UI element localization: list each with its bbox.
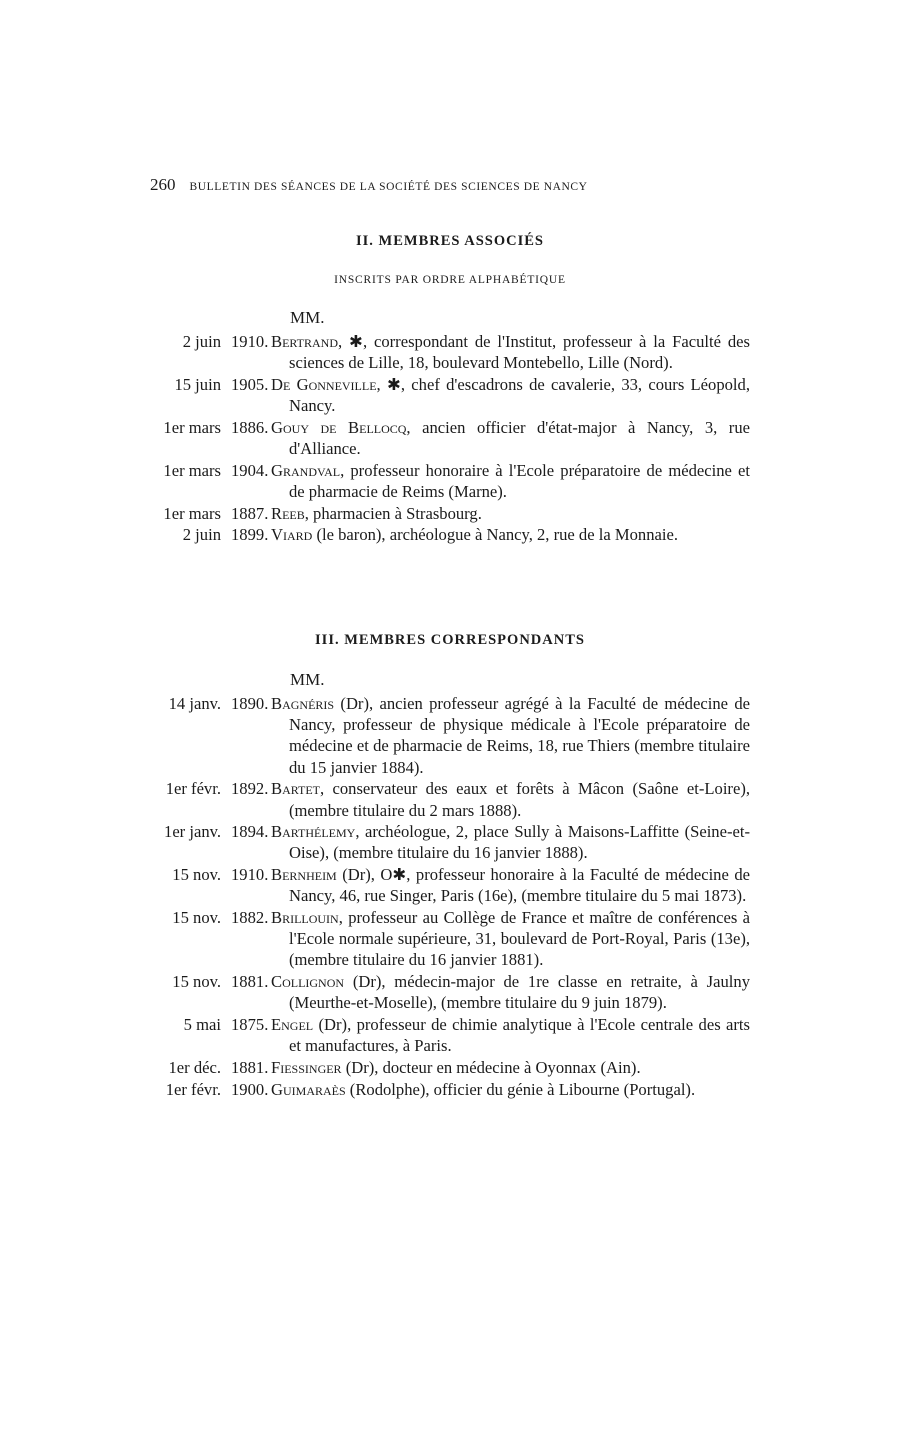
page-number: 260	[150, 175, 176, 194]
entry-year: 1904.	[231, 460, 269, 480]
entry-day-month: 15 nov.	[172, 972, 221, 992]
entry-text	[271, 374, 750, 416]
mm-label-associes: MM.	[290, 308, 325, 327]
entry-text	[271, 1057, 750, 1078]
entry-year: 1881.	[231, 1057, 269, 1077]
entry-date	[150, 374, 271, 416]
entry-year: 1894.	[231, 822, 269, 842]
entry-year: 1910.	[231, 865, 269, 885]
entry-date	[150, 864, 271, 906]
entry-text	[271, 1079, 750, 1100]
member-description: ✱, correspondant de l'Institut, professeur à la Faculté des sciences de Lille, 18, boulevard Montebello, Lille (Nord).	[289, 332, 750, 373]
entry-day-month: 15 nov.	[172, 908, 221, 928]
entry-date	[150, 821, 271, 863]
member-entry	[150, 1014, 750, 1056]
entry-date	[150, 503, 271, 524]
member-description: ancien officier d'état-major à Nancy, 3, rue d'Alliance.	[289, 417, 750, 459]
member-name: Collignon	[271, 972, 345, 992]
entry-date	[150, 971, 271, 1013]
member-description: professeur honoraire à l'Ecole préparatoire de médecine et de pharmacie de Reims (Marne).	[289, 460, 750, 501]
entry-date	[150, 524, 271, 545]
member-entry	[150, 503, 750, 524]
entry-text	[271, 907, 750, 971]
section-title-correspondants: III. MEMBRES CORRESPONDANTS	[315, 632, 585, 648]
member-name: Fiessinger	[271, 1057, 342, 1077]
entry-year: 1875.	[231, 1015, 269, 1035]
member-name: Grandval,	[271, 460, 345, 480]
member-entry	[150, 460, 750, 502]
entry-text	[271, 331, 750, 373]
member-description: archéologue, 2, place Sully à Maisons-Laffitte (Seine-et-Oise), (membre titulaire du 16 janvier 1888).	[289, 822, 750, 863]
entry-date	[150, 778, 271, 820]
member-name: De Gonneville,	[271, 374, 381, 394]
entry-day-month: 2 juin	[182, 525, 221, 545]
member-entry	[150, 331, 750, 373]
member-name: Bartet,	[271, 779, 325, 799]
member-entry	[150, 971, 750, 1013]
entry-year: 1899.	[231, 525, 269, 545]
entry-date	[150, 907, 271, 971]
mm-label-correspondants: MM.	[290, 670, 325, 689]
entry-day-month: 14 janv.	[168, 694, 221, 713]
member-description: (Dr), ancien professeur agrégé à la Faculté de médecine de Nancy, professeur de physique médicale à l'Ecole préparatoire de médecine et de pharmacie de Reims, 18, rue Thiers (membre titulaire du 15 janvier 1884).	[289, 694, 750, 777]
entry-day-month: 1er mars	[163, 460, 221, 480]
member-description: (Rodolphe), officier du génie à Libourne (Portugal).	[345, 1079, 696, 1099]
member-entry	[150, 374, 750, 416]
member-entry	[150, 907, 750, 971]
member-entry	[150, 778, 750, 820]
member-name: Gouy de Bellocq,	[271, 417, 411, 437]
entry-day-month: 1er déc.	[168, 1057, 221, 1077]
entry-day-month: 1er mars	[163, 503, 221, 523]
member-name: Barthélemy,	[271, 822, 360, 842]
entry-date	[150, 1079, 271, 1100]
member-name: Engel	[271, 1015, 314, 1035]
member-description: (Dr), docteur en médecine à Oyonnax (Ain).	[341, 1057, 641, 1077]
entries-correspondants	[150, 693, 750, 1100]
entry-date	[150, 331, 271, 373]
entry-text	[271, 971, 750, 1013]
entry-year: 1882.	[231, 908, 269, 928]
entry-year: 1890.	[231, 694, 269, 713]
entry-text	[271, 503, 750, 524]
member-description: (Dr), professeur de chimie analytique à l'Ecole centrale des arts et manufactures, à Paris.	[289, 1015, 750, 1056]
member-description: (le baron), archéologue à Nancy, 2, rue de la Monnaie.	[312, 525, 678, 545]
member-name: Brillouin,	[271, 908, 343, 928]
member-name: Bagnéris	[271, 694, 335, 713]
entry-text	[271, 460, 750, 502]
member-entry	[150, 821, 750, 863]
member-entry	[150, 1057, 750, 1078]
member-description: ✱, chef d'escadrons de cavalerie, 33, cours Léopold, Nancy.	[289, 374, 750, 416]
entry-year: 1900.	[231, 1079, 269, 1099]
entry-year: 1892.	[231, 779, 269, 799]
running-title: BULLETIN DES SÉANCES DE LA SOCIÉTÉ DES SCIENCES DE NANCY	[189, 181, 588, 193]
entry-text	[271, 864, 750, 906]
entry-date	[150, 417, 271, 459]
member-name: Guimaraès	[271, 1079, 346, 1099]
member-description: professeur au Collège de France et maître de conférences à l'Ecole normale supérieure, 31, boulevard de Port-Royal, Paris (13e), (membre titulaire du 16 janvier 1881).	[289, 908, 750, 970]
entry-day-month: 5 mai	[183, 1015, 221, 1035]
entry-text	[271, 1014, 750, 1056]
member-description: (Dr), médecin-major de 1re classe en retraite, à Jaulny (Meurthe-et-Moselle), (membre titulaire du 9 juin 1879).	[289, 972, 750, 1013]
member-entry	[150, 864, 750, 906]
member-name: Bertrand,	[271, 332, 343, 351]
member-entry	[150, 693, 750, 778]
entry-year: 1910.	[231, 332, 269, 351]
entry-date	[150, 460, 271, 502]
member-entry	[150, 1079, 750, 1100]
member-entry	[150, 417, 750, 459]
entry-text	[271, 417, 750, 459]
entry-text	[271, 778, 750, 820]
member-name: Reeb,	[271, 503, 309, 523]
member-description: conservateur des eaux et forêts à Mâcon (Saône et-Loire), (membre titulaire du 2 mars 1888).	[289, 779, 750, 820]
member-name: Viard	[271, 525, 313, 545]
entry-day-month: 1er janv.	[164, 822, 221, 842]
entry-year: 1905.	[231, 374, 269, 394]
entry-day-month: 15 juin	[174, 374, 221, 394]
entry-year: 1886.	[231, 417, 269, 437]
entry-day-month: 15 nov.	[172, 865, 221, 885]
entry-day-month: 1er mars	[163, 417, 221, 437]
member-description: (Dr), O✱, professeur honoraire à la Faculté de médecine de Nancy, 46, rue Singer, Paris (16e), (membre titulaire du 5 mai 1873).	[289, 865, 750, 906]
entry-date	[150, 1014, 271, 1056]
entry-day-month: 2 juin	[182, 332, 221, 351]
member-entry	[150, 524, 750, 545]
member-description: pharmacien à Strasbourg.	[308, 503, 482, 523]
entry-year: 1887.	[231, 503, 269, 523]
member-name: Bernheim	[271, 865, 337, 885]
section-subtitle-associes: INSCRITS PAR ORDRE ALPHABÉTIQUE	[334, 274, 566, 286]
entry-year: 1881.	[231, 972, 269, 992]
entry-text	[271, 821, 750, 863]
entry-day-month: 1er févr.	[165, 779, 221, 799]
entry-day-month: 1er févr.	[165, 1079, 221, 1099]
entry-text	[271, 524, 750, 545]
entry-text	[271, 693, 750, 778]
entry-date	[150, 693, 271, 778]
entry-date	[150, 1057, 271, 1078]
entries-associes	[150, 331, 750, 546]
running-header	[150, 175, 750, 195]
section-title-associes: II. MEMBRES ASSOCIÉS	[355, 233, 544, 249]
